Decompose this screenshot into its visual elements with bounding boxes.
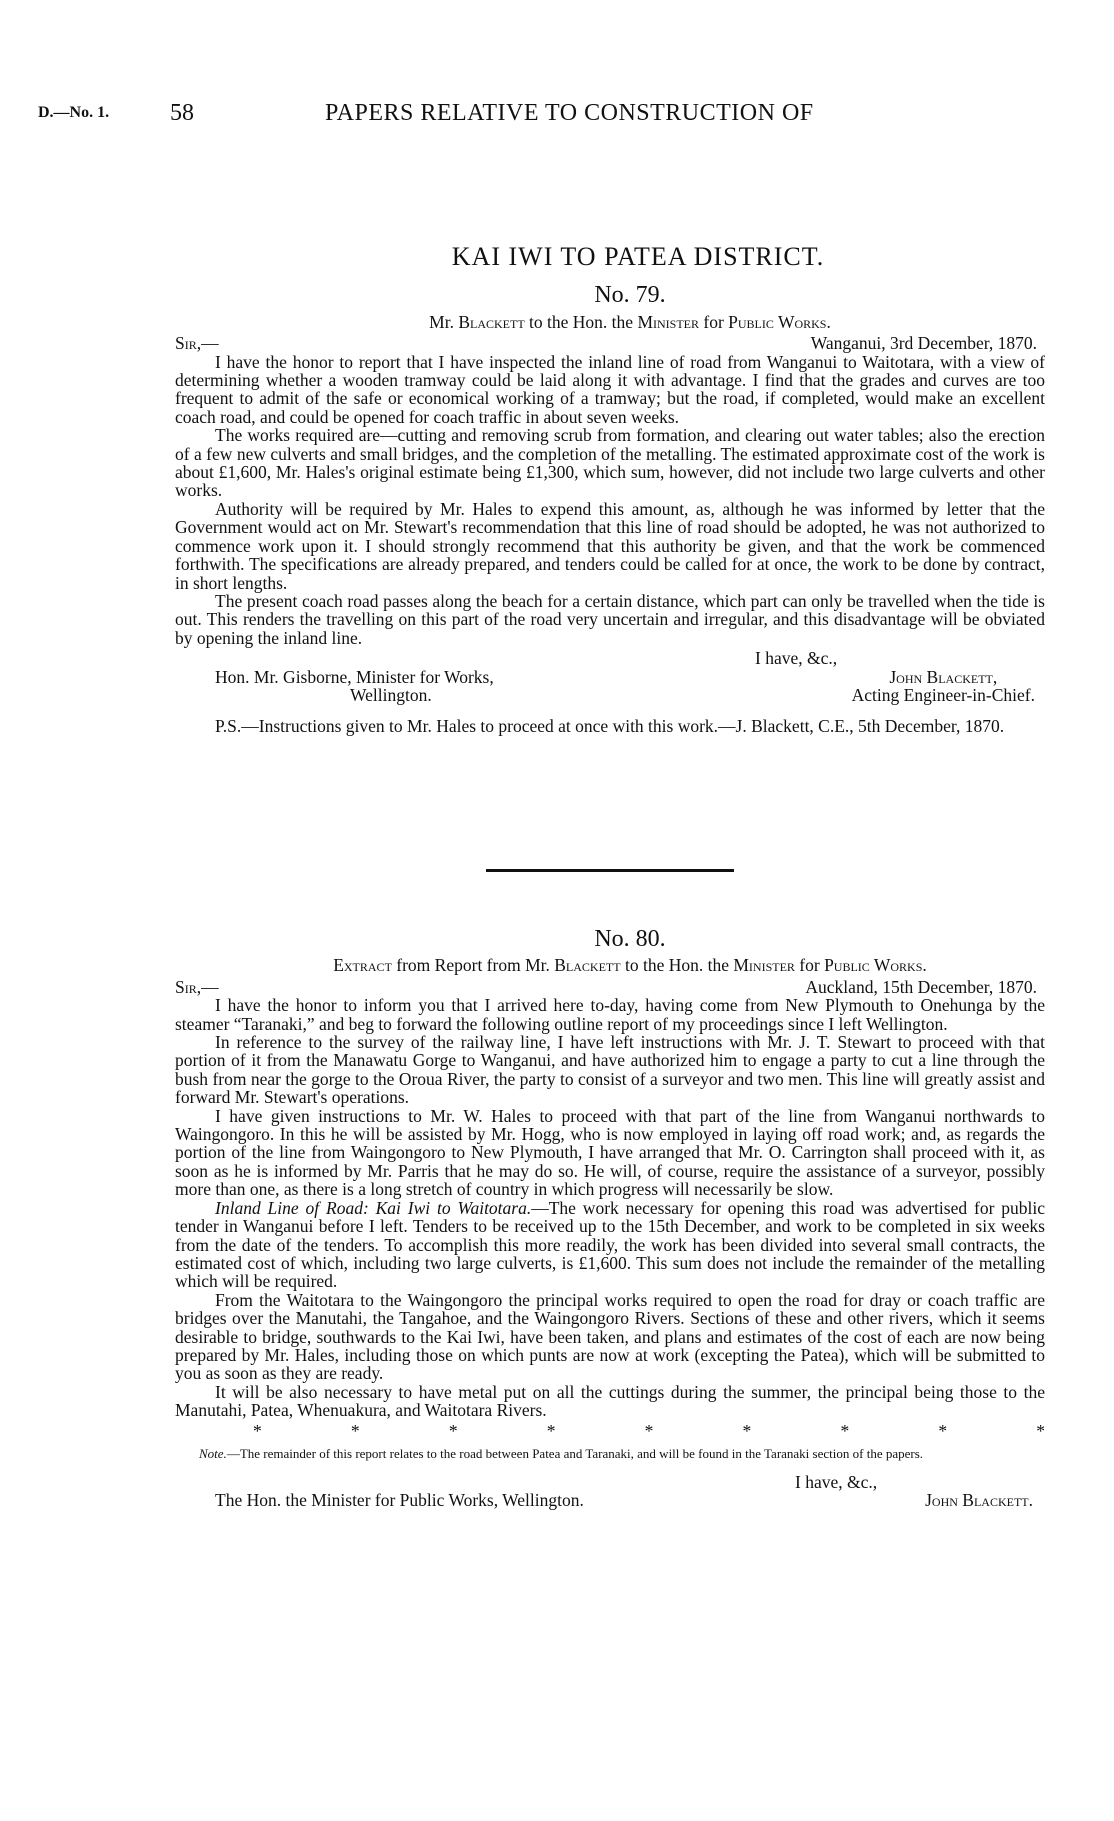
document-reference: D.—No. 1. xyxy=(38,104,110,121)
letter-number: No. 79. xyxy=(594,282,666,309)
paragraph: I have given instructions to Mr. W. Hales to proceed with that part of the line from Wanganui northwards to Waingongoro. In this he will be assisted by Mr. Hogg, who is now employed in laying off road work; and, as regards the portion of the line from Waingongoro to New Plymouth, I have arranged that Mr. O. Carrington shall proceed with it, as soon as he is informed by Mr. Parris that he may do so. He will, of course, require the assistance of a surveyor, possibly more than one, as there is a long stretch of country in which progress will necessarily be slow. xyxy=(175,1105,1045,1200)
section-title: KAI IWI TO PATEA DISTRICT. xyxy=(451,242,825,271)
omission-stars: * * * * * * * * * xyxy=(253,1420,1045,1441)
paragraph: The works required are—cutting and removing scrub from formation, and clearing out water tables; also the erection of a few new culverts and small bridges, and the completion of the metalling. The estimated approximate cost of the work is about £1,600, Mr. Hales's original estimate being £1,300, which sum, however, did not include two large culverts and other works. xyxy=(175,425,1045,501)
section-divider xyxy=(486,869,734,872)
letter-number: No. 80. xyxy=(594,926,666,952)
inland-heading: Inland Line of Road: Kai Iwi to Waitotara. xyxy=(215,1197,532,1218)
signoff xyxy=(175,649,1045,704)
letter-heading: Extract from Report from Mr. Blackett to the Hon. the Minister for Public Works. xyxy=(333,955,927,976)
paragraph: Authority will be required by Mr. Hales to expend this amount, as, although he was informed by letter that the Government would act on Mr. Stewart's recommendation that this line of road should be adopted, he was not authorized to commence work upon it. I should strongly recommend that this authority be given, and that the work be commenced forthwith. The specifications are already prepared, and tenders could be called for at once, the work to be done by contract, in short lengths. xyxy=(175,498,1045,593)
closing: I have, &c., xyxy=(795,1471,878,1492)
postscript: P.S.—Instructions given to Mr. Hales to proceed at once with this work.—J. Blackett, C.E., 5th December, 1870. xyxy=(215,716,1005,737)
page-header xyxy=(38,100,1078,130)
closing: I have, &c., xyxy=(755,648,838,669)
salutation: Sir,— xyxy=(175,333,219,354)
place-date: Auckland, 15th December, 1870. xyxy=(805,976,1037,997)
addressee: Hon. Mr. Gisborne, Minister for Works, Wellington. xyxy=(215,666,494,705)
salutation-row xyxy=(175,978,1045,996)
editorial-note: Note.—The remainder of this report relates to the road between Patea and Taranaki, and will be found in the Taranaki section of the papers. xyxy=(199,1445,924,1461)
running-title: PAPERS RELATIVE TO CONSTRUCTION OF xyxy=(325,100,814,126)
salutation: Sir,— xyxy=(175,976,219,997)
letter-79 xyxy=(175,242,1045,737)
paragraph: It will be also necessary to have metal put on all the cuttings during the summer, the principal being those to the Manutahi, Patea, Whenuakura, and Waitotara Rivers. xyxy=(175,1381,1045,1421)
paragraph: The present coach road passes along the beach for a certain distance, which part can only be travelled when the tide is out. This renders the travelling on this part of the road very uncertain and irregular, and this disadvantage will be obviated by opening the inland line. xyxy=(175,590,1045,648)
letter-80 xyxy=(175,926,1045,1511)
salutation-row xyxy=(175,334,1045,352)
addressee: The Hon. the Minister for Public Works, Wellington. xyxy=(215,1490,584,1511)
paragraph: Inland Line of Road: Kai Iwi to Waitotara.—The work necessary for opening this road was advertised for public tender in Wanganui before I left. Tenders to be received up to the 15th December, and work to be completed in six weeks from the date of the tenders. To accomplish this more readily, the work has been divided into several small contracts, the estimated cost of which, including two large culverts, is £1,600. This sum does not include the remainder of the metalling which will be required. xyxy=(175,1197,1045,1292)
paragraph: In reference to the survey of the railway line, I have left instructions with Mr. J. T. Stewart to proceed with that portion of it from the Manawatu Gorge to Wanganui, and have authorized him to engage a party to cut a line through the bush from near the gorge to the Oroua River, the party to consist of a surveyor and two men. This line will greatly assist and forward Mr. Stewart's operations. xyxy=(175,1032,1045,1108)
signature: John Blackett. xyxy=(925,1490,1033,1511)
signoff xyxy=(175,1491,1045,1509)
signature: John Blackett, Acting Engineer-in-Chief. xyxy=(851,666,1035,705)
place-date: Wanganui, 3rd December, 1870. xyxy=(810,333,1037,354)
paragraph: I have the honor to inform you that I arrived here to-day, having come from New Plymouth to Onehunga by the steamer “Taranaki,” and beg to forward the following outline report of my proceedings since I left Wellington. xyxy=(175,995,1045,1034)
paragraph: From the Waitotara to the Waingongoro the principal works required to open the road for dray or coach traffic are bridges over the Manutahi, the Tangahoe, and the Waingongoro Rivers. Sections of these and other rivers, which it seems desirable to bridge, southwards to the Kai Iwi, have been taken, and plans and estimates of the cost of each are now being prepared by Mr. Hales, including those on which punts are now at work (excepting the Patea), which will be submitted to you as soon as they are ready. xyxy=(175,1289,1045,1384)
page-number: 58 xyxy=(170,100,194,126)
letter-heading: Mr. Blackett to the Hon. the Minister for Public Works. xyxy=(429,311,831,332)
paragraph: I have the honor to report that I have inspected the inland line of road from Wanganui to Waitotara, with a view of determining whether a wooden tramway could be laid along it with advantage. I find that the grades and curves are too frequent to admit of the safe or economical working of a tramway; but the road, if completed, would make an excellent coach road, and could be opened for coach traffic in about seven weeks. xyxy=(175,351,1045,427)
